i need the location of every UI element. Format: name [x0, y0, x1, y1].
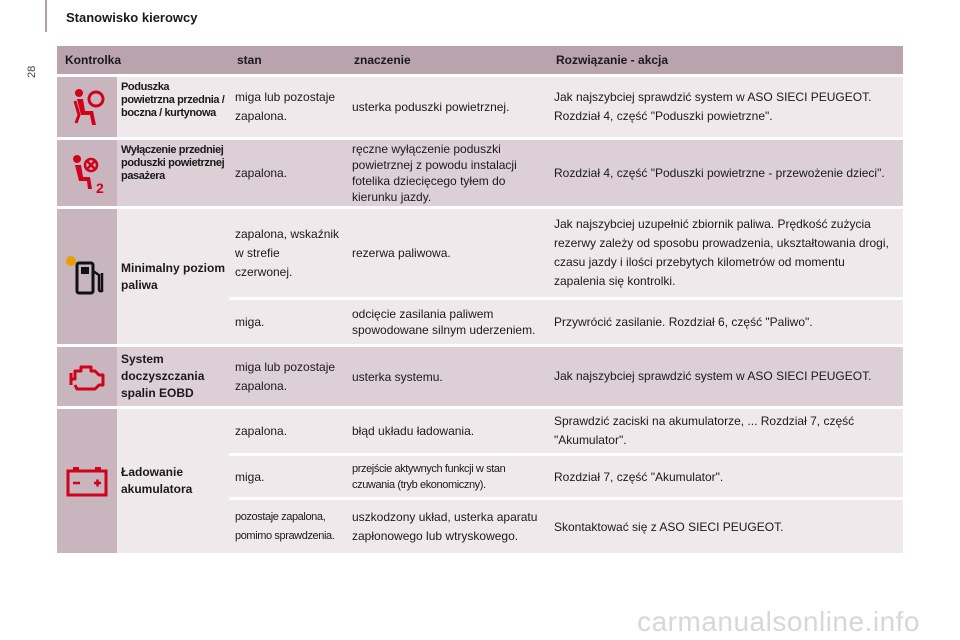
airbag-warning-icon — [63, 83, 111, 131]
cell-action: Przywrócić zasilanie. Rozdział 6, część "Paliwo". — [548, 300, 903, 344]
group-name-fuel: Minimalny poziom paliwa — [117, 209, 229, 344]
table-row — [229, 347, 903, 406]
cell-action: Rozdział 4, część "Poduszki powietrzne - przewożenie dzieci". — [548, 140, 903, 206]
engine-icon-cell — [57, 347, 117, 406]
table-row — [229, 409, 903, 453]
cell-state: miga lub pozostaje zapalona. — [229, 77, 346, 137]
group-name-passenger-airbag: Wyłączenie przedniej poduszki powietrznej pasażera — [117, 140, 229, 206]
cell-state: zapalona. — [229, 409, 346, 453]
cell-meaning: błąd układu ładowania. — [346, 409, 548, 453]
section-title: Stanowisko kierowcy — [66, 10, 198, 25]
fuel-icon-cell — [57, 209, 117, 344]
warning-lights-table — [57, 46, 903, 556]
cell-state: pozostaje zapalona, pomimo sprawdzenia. — [229, 500, 346, 553]
group-name-eobd: System doczyszczania spalin EOBD — [117, 347, 229, 406]
group-name-battery: Ładowanie akumulatora — [117, 409, 229, 553]
cell-action: Rozdział 7, część "Akumulator". — [548, 456, 903, 497]
group-name-airbag: Poduszka powietrzna przednia / boczna / kurtynowa — [117, 77, 229, 137]
cell-meaning: odcięcie zasilania paliwem spowodowane silnym uderzeniem. — [346, 300, 548, 344]
engine-warning-icon — [63, 353, 111, 401]
cell-meaning: przejście aktywnych funkcji w stan czuwania (tryb ekonomiczny). — [346, 456, 548, 497]
cell-state: miga. — [229, 300, 346, 344]
fuel-pump-icon — [63, 253, 111, 301]
table-row — [229, 77, 903, 137]
cell-meaning: usterka systemu. — [346, 347, 548, 406]
passenger-airbag-icon-cell — [57, 140, 117, 206]
table-row — [229, 140, 903, 206]
cell-meaning: uszkodzony układ, usterka aparatu zapłonowego lub wtryskowego. — [346, 500, 548, 553]
table-group-fuel — [57, 209, 903, 344]
battery-icon-cell — [57, 409, 117, 553]
table-group-passenger-airbag — [57, 140, 903, 206]
airbag-icon-cell — [57, 77, 117, 137]
header-kontrolka: Kontrolka — [65, 53, 122, 67]
cell-state: miga. — [229, 456, 346, 497]
side-rule — [45, 0, 47, 32]
table-row — [229, 500, 903, 553]
cell-meaning: ręczne wyłączenie poduszki powietrznej z powodu instalacji fotelika dziecięcego tyłem do kierunku jazdy. — [346, 140, 548, 206]
table-row — [229, 300, 903, 344]
cell-state: zapalona. — [229, 140, 346, 206]
header-stan: stan — [237, 53, 262, 67]
table-row — [229, 209, 903, 297]
passenger-airbag-off-icon — [63, 149, 111, 197]
cell-action: Sprawdzić zaciski na akumulatorze, ... Rozdział 7, część "Akumulator". — [548, 409, 903, 453]
cell-state: miga lub pozostaje zapalona. — [229, 347, 346, 406]
table-group-battery — [57, 409, 903, 553]
header-rozwiazanie: Rozwiązanie - akcja — [556, 53, 669, 67]
watermark: carmanualsonline.info — [637, 606, 920, 637]
svg-text:2: 2 — [96, 180, 104, 196]
cell-action: Skontaktować się z ASO SIECI PEUGEOT. — [548, 500, 903, 553]
table-row — [229, 456, 903, 497]
cell-action: Jak najszybciej sprawdzić system w ASO SIECI PEUGEOT. Rozdział 4, część "Poduszki powietrzne". — [548, 77, 903, 137]
cell-state: zapalona, wskaźnik w strefie czerwonej. — [229, 209, 346, 297]
page-number: 28 — [26, 65, 38, 78]
battery-icon — [63, 457, 111, 505]
cell-meaning: rezerwa paliwowa. — [346, 209, 548, 297]
table-group-airbag — [57, 77, 903, 137]
header-znaczenie: znaczenie — [354, 53, 411, 67]
cell-action: Jak najszybciej uzupełnić zbiornik paliwa. Prędkość zużycia rezerwy zależy od sposobu prowadzenia, ukształtowania drogi, czasu jazdy i ilości przebytych kilometrów od momentu zapalenia się kontrolki. — [548, 209, 903, 297]
table-group-eobd — [57, 347, 903, 406]
cell-meaning: usterka poduszki powietrznej. — [346, 77, 548, 137]
table-header — [57, 46, 903, 74]
cell-action: Jak najszybciej sprawdzić system w ASO SIECI PEUGEOT. — [548, 347, 903, 406]
